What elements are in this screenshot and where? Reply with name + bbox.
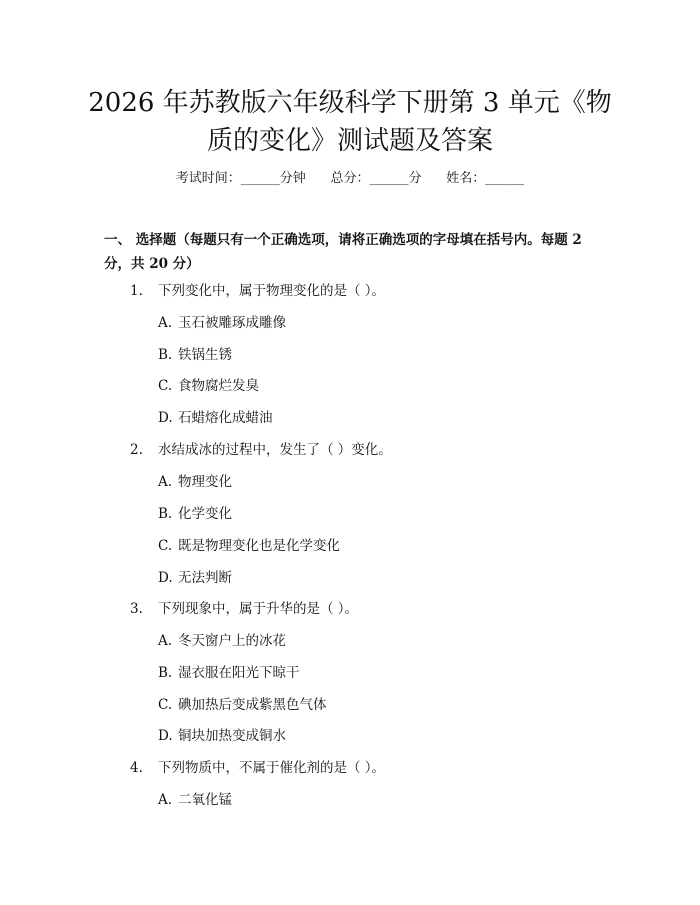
- option-letter: B.: [158, 347, 173, 363]
- option-letter: C.: [158, 697, 173, 713]
- option-text: 铜块加热变成铜水: [178, 728, 286, 744]
- question-text: 下列变化中，属于物理变化的是（ ）。: [158, 283, 386, 299]
- question-text: 下列物质中，不属于催化剂的是（ ）。: [158, 760, 386, 776]
- question-4: [130, 759, 385, 777]
- option-1c: [158, 377, 259, 395]
- option-1d: [158, 409, 273, 427]
- option-text: 无法判断: [178, 570, 232, 586]
- question-number: 3.: [130, 601, 143, 617]
- section-heading: 一、 选择题（每题只有一个正确选项，请将正确选项的字母填在括号内。每题 2 分，共 20 分）: [104, 232, 582, 272]
- exam-info-line: 考试时间：______分钟 总分：______分 姓名：______: [175, 171, 525, 186]
- title-line-2: 质的变化》测试题及答案: [206, 126, 493, 156]
- option-letter: C.: [158, 378, 173, 394]
- option-3c: [158, 696, 327, 714]
- option-4a: [158, 791, 232, 809]
- option-3b: [158, 664, 300, 682]
- option-1a: [158, 314, 286, 332]
- option-1b: [158, 346, 232, 364]
- option-text: 碘加热后变成紫黑色气体: [178, 697, 327, 713]
- question-number: 2.: [130, 442, 143, 458]
- option-letter: A.: [158, 792, 173, 808]
- option-letter: C.: [158, 538, 173, 554]
- option-letter: D.: [158, 410, 173, 426]
- option-2d: [158, 569, 232, 587]
- option-text: 食物腐烂发臭: [178, 378, 259, 394]
- option-2a: [158, 473, 232, 491]
- question-2: [130, 441, 392, 459]
- option-text: 铁锅生锈: [178, 347, 232, 363]
- option-text: 玉石被雕琢成雕像: [178, 315, 286, 331]
- option-text: 物理变化: [178, 474, 232, 490]
- option-letter: A.: [158, 474, 173, 490]
- option-2b: [158, 505, 232, 523]
- option-3d: [158, 727, 286, 745]
- option-letter: A.: [158, 315, 173, 331]
- option-letter: B.: [158, 506, 173, 522]
- option-letter: B.: [158, 665, 173, 681]
- question-text: 水结成冰的过程中，发生了（ ）变化。: [158, 442, 392, 458]
- option-3a: [158, 632, 286, 650]
- option-text: 冬天窗户上的冰花: [178, 633, 286, 649]
- option-text: 湿衣服在阳光下晾干: [178, 665, 300, 681]
- option-text: 既是物理变化也是化学变化: [178, 538, 340, 554]
- option-text: 化学变化: [178, 506, 232, 522]
- option-letter: A.: [158, 633, 173, 649]
- option-text: 石蜡熔化成蜡油: [178, 410, 273, 426]
- title-line-1: 2026 年苏教版六年级科学下册第 3 单元《物: [88, 88, 612, 118]
- question-text: 下列现象中，属于升华的是（ ）。: [158, 601, 359, 617]
- document-title: [60, 84, 640, 160]
- option-letter: D.: [158, 728, 173, 744]
- question-number: 1.: [130, 283, 143, 299]
- option-letter: D.: [158, 570, 173, 586]
- option-2c: [158, 537, 340, 555]
- question-number: 4.: [130, 760, 143, 776]
- question-1: [130, 282, 385, 300]
- option-text: 二氧化锰: [178, 792, 232, 808]
- question-3: [130, 600, 358, 618]
